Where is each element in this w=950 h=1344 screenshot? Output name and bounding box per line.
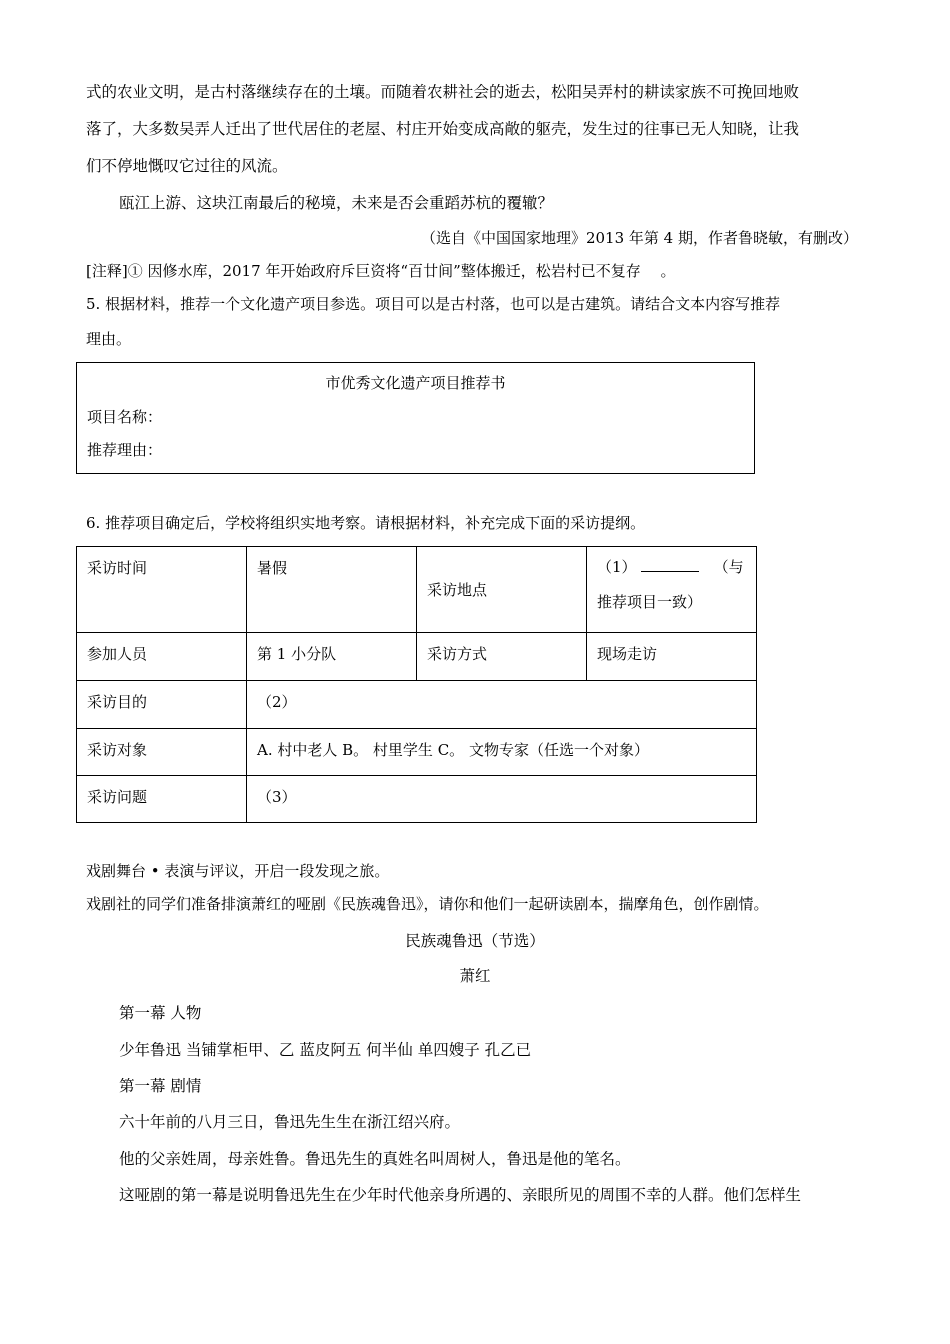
blank-1-number: （1） [597, 558, 637, 576]
time-label: 采访时间 [77, 547, 247, 633]
table-row [77, 776, 757, 823]
question-value[interactable]: （3） [247, 776, 757, 823]
target-value: A. 村中老人 B。 村里学生 C。 文物专家（任选一个对象） [247, 729, 757, 776]
recommend-reason-field[interactable]: 推荐理由： [87, 441, 163, 459]
method-value: 现场走访 [587, 633, 757, 681]
target-label: 采访对象 [77, 729, 247, 776]
project-name-field[interactable]: 项目名称： [87, 408, 163, 426]
method-label: 采访方式 [417, 633, 587, 681]
table-row [77, 729, 757, 776]
passage-line-4: 瓯江上游、这块江南最后的秘境，未来是否会重蹈苏杭的覆辙？ [119, 194, 554, 212]
passage-note: [注释]① 因修水库，2017 年开始政府斥巨资将“百廿间”整体搬迁，松岩村已不复存 。 [86, 262, 676, 280]
time-value: 暑假 [247, 547, 417, 633]
purpose-label: 采访目的 [77, 681, 247, 729]
question-6-text: 6. 推荐项目确定后，学校将组织实地考察。请根据材料，补充完成下面的采访提纲。 [86, 514, 646, 532]
place-value-cell[interactable] [587, 547, 757, 633]
table-row [77, 633, 757, 681]
passage-line-3: 们不停地慨叹它过往的风流。 [86, 157, 288, 175]
blank-1-input[interactable] [641, 557, 699, 572]
act-plot-heading: 第一幕 剧情 [119, 1077, 202, 1095]
interview-outline-table [76, 546, 757, 823]
blank-1-note: （与 [713, 558, 744, 576]
form-title: 市优秀文化遗产项目推荐书 [325, 374, 506, 392]
act-people-heading: 第一幕 人物 [119, 1004, 202, 1022]
drama-intro-2: 戏剧社的同学们准备排演萧红的哑剧《民族魂鲁迅》，请你和他们一起研读剧本，揣摩角色，创作剧情。 [86, 895, 769, 913]
blank-1-note-cont: 推荐项目一致） [597, 593, 703, 611]
question-label: 采访问题 [77, 776, 247, 823]
passage-line-1: 式的农业文明，是古村落继续存在的土壤。而随着农耕社会的逝去，松阳吴弄村的耕读家族不可挽回地败 [86, 83, 800, 101]
drama-intro-1: 戏剧舞台 • 表演与评议，开启一段发现之旅。 [86, 862, 390, 880]
place-label: 采访地点 [417, 547, 587, 633]
people-value: 第 1 小分队 [247, 633, 417, 681]
play-author: 萧红 [459, 967, 491, 985]
purpose-value[interactable]: （2） [247, 681, 757, 729]
question-5-text: 5. 根据材料，推荐一个文化遗产项目参选。项目可以是古村落，也可以是古建筑。请结合文本内容写推荐 [86, 295, 781, 313]
table-row [77, 681, 757, 729]
play-title: 民族魂鲁迅（节选） [405, 932, 545, 950]
passage-line-2: 落了，大多数吴弄人迁出了世代居住的老屋、村庄开始变成高敞的躯壳，发生过的往事已无人知晓，让我 [86, 120, 800, 138]
recommendation-form [76, 362, 755, 474]
plot-paragraph-3: 这哑剧的第一幕是说明鲁迅先生在少年时代他亲身所遇的、亲眼所见的周围不幸的人群。他们怎样生 [119, 1186, 802, 1204]
act-people-list: 少年鲁迅 当铺掌柜甲、乙 蓝皮阿五 何半仙 单四嫂子 孔乙已 [119, 1041, 532, 1059]
passage-source: （选自《中国国家地理》2013 年第 4 期，作者鲁晓敏，有删改） [420, 229, 858, 247]
plot-paragraph-1: 六十年前的八月三日，鲁迅先生生在浙江绍兴府。 [119, 1113, 461, 1131]
plot-paragraph-2: 他的父亲姓周，母亲姓鲁。鲁迅先生的真姓名叫周树人，鲁迅是他的笔名。 [119, 1150, 631, 1168]
table-row [77, 547, 757, 633]
question-5-text-cont: 理由。 [86, 330, 132, 348]
people-label: 参加人员 [77, 633, 247, 681]
